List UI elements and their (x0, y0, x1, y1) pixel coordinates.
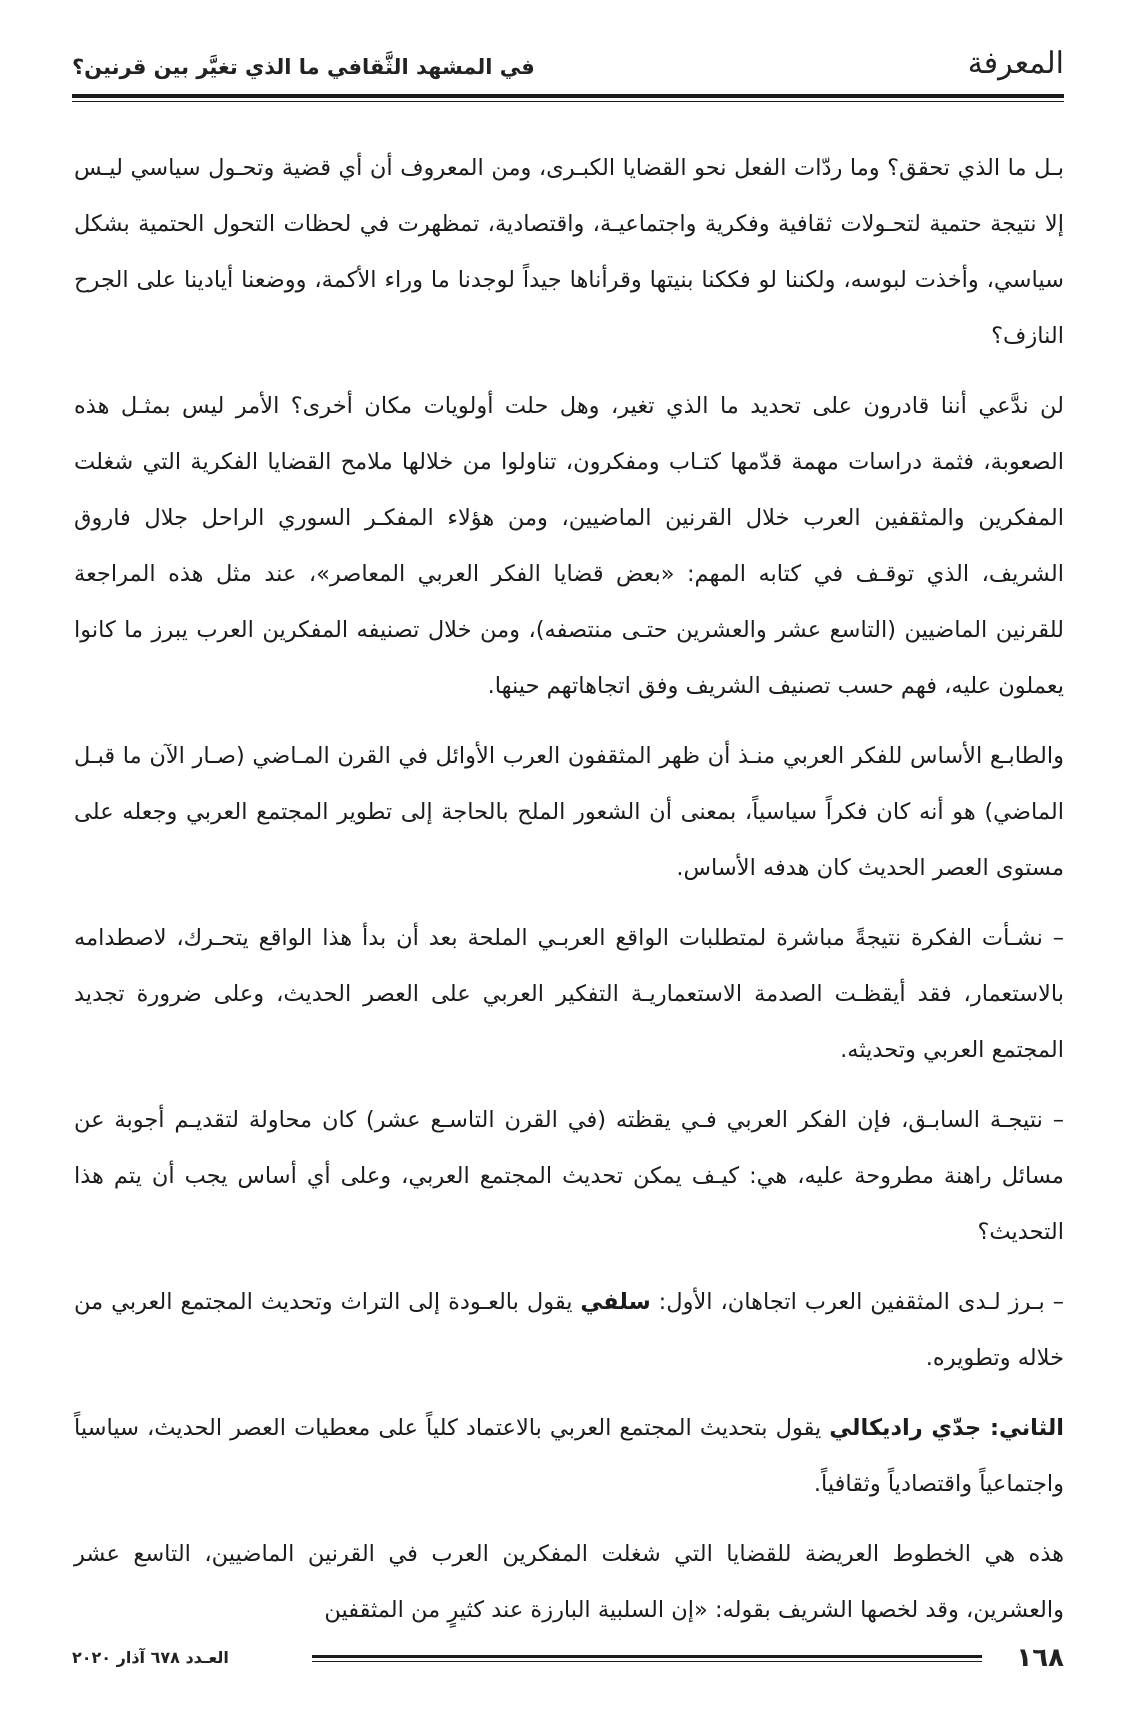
page-number: ١٦٨ (1016, 1643, 1064, 1673)
paragraph-tail: يقول بتحديث المجتمع العربي بالاعتماد كلياً على معطيات العصر الحديث، سياسياً واجتماعياً واقتصادياً وثقافياً. (74, 1415, 1064, 1497)
article-body (74, 140, 1064, 1652)
paragraph-tail: يقول بالعـودة إلى التراث وتحديث المجتمع العربي من خلاله وتطويره. (74, 1289, 1064, 1371)
paragraph-lead: – بـرز لـدى المثقفين العرب اتجاهان، الأول: (650, 1289, 1064, 1315)
magazine-logo: المعرفة (967, 46, 1064, 81)
paragraph (74, 1400, 1064, 1512)
header-rule-thick (72, 94, 1064, 98)
paragraph-emphasis: سلفي (580, 1289, 651, 1315)
paragraph (74, 1274, 1064, 1386)
header-rule-thin (72, 101, 1064, 102)
paragraph: والطابـع الأساس للفكر العربي منـذ أن ظهر المثقفون العرب الأوائل في القرن المـاضي (صـار الآن ما قبـل الماضي) هو أنه كان فكراً سياسياً، بمعنى أن الشعور الملح بالحاجة إلى تطوير المجتمع العربي وجعله على مستوى العصر الحديث كان هدفه الأساس. (74, 743, 1064, 881)
paragraph-emphasis: الثاني: جدّي راديكالي (829, 1415, 1064, 1441)
footer-rule-thick (312, 1655, 982, 1658)
issue-info: العـدد ٦٧٨ آذار ٢٠٢٠ (72, 1648, 229, 1667)
paragraph: لن ندَّعي أننا قادرون على تحديد ما الذي تغير، وهل حلت أولويات مكان أخرى؟ الأمر ليس بمثـل هذه الصعوبة، فثمة دراسات مهمة قدّمها كتـاب ومفكرون، تناولوا من خلالها ملامح القضايا الفكرية التي شغلت المفكرين والمثقفين العرب خلال القرنين الماضيين، ومن هؤلاء المفكـر السوري الراحل جلال فاروق الشريف، الذي توقـف في كتابه المهم: «بعض قضايا الفكر العربي المعاصر»، عند مثل هذه المراجعة للقرنين الماضيين (التاسع عشر والعشرين حتـى منتصفه)، ومن خلال تصنيفه المفكرين العرب يبرز ما كانوا يعملون عليه، فهم حسب تصنيف الشريف وفق اتجاهاتهم حينها. (74, 393, 1064, 699)
paragraph: – نشـأت الفكرة نتيجةً مباشرة لمتطلبات الواقع العربـي الملحة بعد أن بدأ هذا الواقع يتحـرك، لاصطدامه بالاستعمار، فقد أيقظـت الصدمة الاستعماريـة التفكير العربي على العصر الحديث، وعلى ضرورة تجديد المجتمع العربي وتحديثه. (74, 925, 1064, 1063)
footer-rule-thin (312, 1661, 982, 1662)
paragraph: هذه هي الخطوط العريضة للقضايا التي شغلت المفكرين العرب في القرنين الماضيين، التاسع عشر والعشرين، وقد لخصها الشريف بقوله: «إن السلبية البارزة عند كثيرٍ من المثقفين (74, 1541, 1064, 1623)
running-title: في المشهد الثَّقافي ما الذي تغيَّر بين قرنين؟ (72, 55, 535, 79)
page-footer (72, 1640, 1064, 1680)
paragraph: – نتيجـة السابـق، فإن الفكر العربي فـي يقظته (في القرن التاسـع عشر) كان محاولة لتقديـم أجوبة عن مسائل راهنة مطروحة عليه، هي: كيـف يمكن تحديث المجتمع العربي، وعلى أي أساس يجب أن يتم هذا التحديث؟ (74, 1107, 1064, 1245)
page-header (72, 40, 1064, 92)
paragraph: بـل ما الذي تحقق؟ وما ردّات الفعل نحو القضايا الكبـرى، ومن المعروف أن أي قضية وتحـول سياسي ليـس إلا نتيجة حتمية لتحـولات ثقافية وفكرية واجتماعيـة، واقتصادية، تمظهرت في لحظات التحول الحتمية بشكل سياسي، وأخذت لبوسه، ولكننا لو فككنا بنيتها وقرأناها جيداً لوجدنا ما وراء الأكمة، ووضعنا أيادينا على الجرح النازف؟ (74, 155, 1064, 349)
